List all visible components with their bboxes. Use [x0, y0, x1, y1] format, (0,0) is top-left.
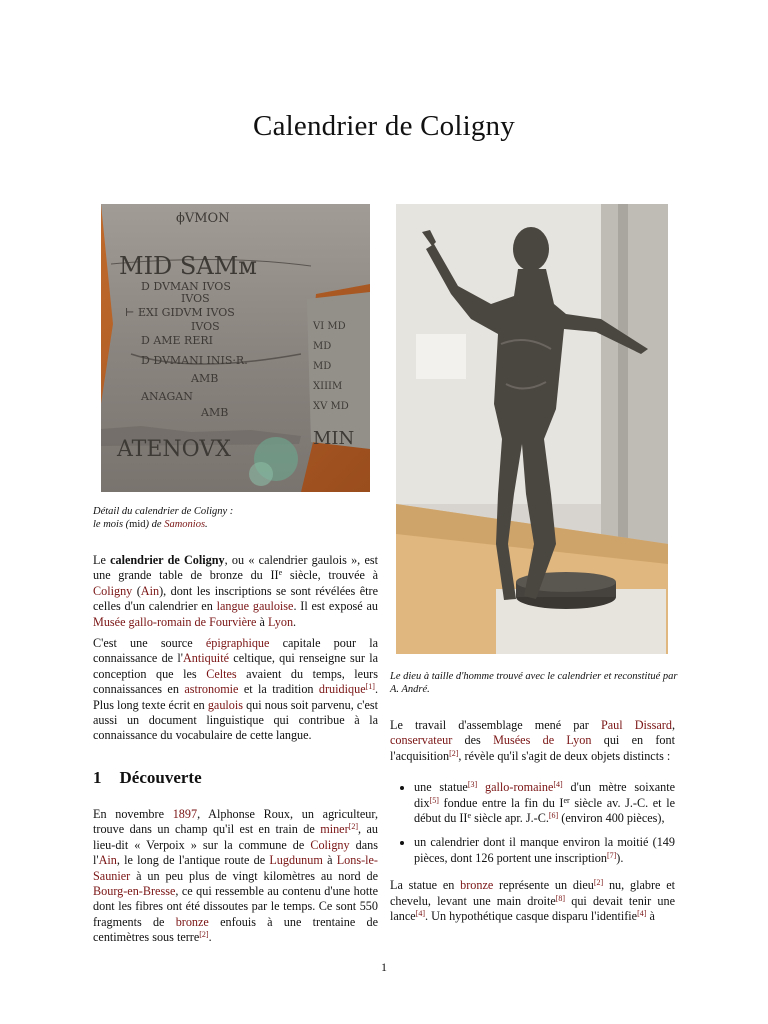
left-column — [93, 553, 378, 750]
svg-text:IVOS: IVOS — [181, 292, 210, 305]
ref-link[interactable]: [4] — [553, 780, 563, 790]
discovery-paragraph: En novembre 1897, Alphonse Roux, un agriculteur, trouve dans un champ qu'il est en train de miner[2], au lieu-dit « Verpoix » sur la commune de Coligny dans l'Ain, le long de l'antique route de Lugdunum à Lons-le-Saunier à un peu plus de vingt kilomètres au nord de Bourg-en-Bresse, ce qui ressemble au contenu d'une hotte dont les fibres ont été dissoutes par le temps. Ce sont 550 fragments de bronze enfouis à une trentaine de centimètres sous terre[2]. — [93, 807, 378, 945]
statue-photo — [396, 204, 668, 654]
svg-text:ϕVMON: ϕVMON — [176, 211, 230, 226]
calendar-photo — [101, 204, 370, 492]
section-heading: 1 Découverte — [93, 768, 202, 787]
ref-link[interactable]: [1] — [365, 682, 375, 692]
ain-link[interactable]: Ain — [98, 853, 117, 868]
svg-text:D DVMAN IVOS: D DVMAN IVOS — [141, 280, 231, 293]
paul-dissard-link[interactable]: Paul Dissard — [600, 718, 672, 732]
ain-link[interactable]: Ain — [140, 583, 160, 598]
svg-text:ATENOVX: ATENOVX — [117, 437, 231, 462]
ref-link[interactable]: [6] — [548, 811, 559, 821]
svg-text:MIN: MIN — [313, 428, 355, 449]
lons-le-saunier-link[interactable]: Lons-le-Saunier — [93, 853, 378, 883]
lugdunum-link[interactable]: Lugdunum — [269, 853, 323, 868]
discovery-column — [93, 807, 378, 952]
assembly-paragraph: Le travail d'assemblage mené par Paul Dissard, conservateur des Musées de Lyon qui en font l'acquisition[2], révèle qu'il s'agit de deux objets distincts : — [390, 718, 676, 763]
gallo-romaine-link[interactable]: gallo-romaine — [485, 780, 554, 795]
svg-text:XIIIM: XIIIM — [313, 381, 343, 392]
page-title: Calendrier de Coligny — [253, 110, 515, 142]
svg-text:MD: MD — [313, 361, 332, 372]
svg-text:ANAGAN: ANAGAN — [141, 390, 193, 403]
right-column — [390, 718, 675, 930]
ref-link[interactable]: [7] — [606, 850, 617, 860]
source-paragraph: C'est une source épigraphique capitale pour la connaissance de l'Antiquité celtique, qui renseigne sur la conception que les Celtes avaient du temps, leurs connaissances en astronomie et la tradition druidique[1]. Plus long texte écrit en gaulois qui nous soit parvenu, c'est aussi un document linguistique qui contribue à la connaissance du vocabulaire de cette langue. — [93, 636, 378, 743]
ref-link[interactable]: [2] — [449, 748, 459, 758]
conservateur-link[interactable]: conservateur — [390, 733, 453, 748]
objects-list — [390, 780, 675, 866]
svg-text:D DVMANI INIS·R.: D DVMANI INIS·R. — [141, 354, 248, 367]
coligny-link[interactable]: Coligny — [310, 837, 350, 852]
page-number: 1 — [381, 960, 387, 974]
langue-gauloise-link[interactable]: langue gauloise — [216, 599, 294, 614]
svg-text:VI MD: VI MD — [313, 321, 346, 332]
epigraphique-link[interactable]: épigraphique — [205, 636, 270, 651]
gaulois-link[interactable]: gaulois — [207, 697, 244, 712]
statue-caption: Le dieu à taille d'homme trouvé avec le calendrier et reconstitué par A. André. — [390, 671, 678, 695]
svg-text:XV MD: XV MD — [313, 401, 349, 412]
svg-text:MD: MD — [313, 341, 332, 352]
svg-text:D AME RERI: D AME RERI — [141, 334, 213, 347]
ref-link[interactable]: [8] — [555, 893, 566, 903]
antiquite-link[interactable]: Antiquité — [182, 651, 229, 666]
bronze-link[interactable]: bronze — [460, 878, 494, 893]
miner-link[interactable]: miner — [320, 822, 349, 837]
ref-link[interactable]: [5] — [429, 795, 439, 805]
list-item: • une statue[3] gallo-romaine[4] d'un mètre soixante dix[5] fondue entre la fin du Ier siècle av. J.-C. et le début du IIe siècle apr. J.-C.[6] (environ 400 pièces), — [414, 780, 675, 826]
calendar-caption: Détail du calendrier de Coligny : le mois (mid) de Samonios. — [93, 506, 234, 530]
ref-link[interactable]: [4] — [637, 909, 647, 919]
svg-text:AMB: AMB — [191, 372, 219, 385]
ref-link[interactable]: [4] — [415, 909, 426, 919]
astronomie-link[interactable]: astronomie — [184, 682, 239, 697]
musees-de-lyon-link[interactable]: Musées de Lyon — [493, 733, 592, 748]
ref-link[interactable]: [2] — [348, 822, 358, 832]
samonios-link[interactable]: Samonios — [164, 519, 206, 530]
statue-paragraph: La statue en bronze représente un dieu[2] nu, glabre et chevelu, levant une main droite[8] qui devait tenir une lance[4]. Un hypothétique casque disparu l'identifie[4] à — [390, 878, 675, 924]
svg-text:⊢ EXI GIDVM IVOS: ⊢ EXI GIDVM IVOS — [125, 306, 235, 319]
druidique-link[interactable]: druidique — [318, 682, 366, 697]
bourg-en-bresse-link[interactable]: Bourg-en-Bresse — [93, 884, 176, 899]
svg-text:AMB: AMB — [201, 406, 229, 419]
lyon-link[interactable]: Lyon — [267, 614, 294, 629]
celtes-link[interactable]: Celtes — [206, 666, 237, 681]
musee-link[interactable]: Musée gallo-romain de Fourvière — [93, 614, 257, 629]
coligny-link[interactable]: Coligny — [93, 583, 133, 598]
ref-link[interactable]: [3] — [467, 780, 478, 790]
ref-link[interactable]: [2] — [593, 878, 604, 888]
bronze-link[interactable]: bronze — [175, 914, 209, 929]
ref-link[interactable]: [2] — [199, 930, 209, 940]
svg-text:IVOS: IVOS — [191, 320, 220, 333]
list-item: • un calendrier dont il manque environ la moitié (149 pièces, dont 126 portent une inscription[7]). — [414, 835, 675, 866]
year-link[interactable]: 1897 — [172, 807, 198, 821]
intro-paragraph: Le calendrier de Coligny, ou « calendrier gaulois », est une grande table de bronze du IIe siècle, trouvée à Coligny (Ain), dont les inscriptions se sont révélées être celles d'un calendrier en langue gauloise. Il est exposé au Musée gallo-romain de Fourvière à Lyon. — [93, 553, 378, 629]
svg-text:MID SAMᴍ: MID SAMᴍ — [119, 252, 257, 280]
